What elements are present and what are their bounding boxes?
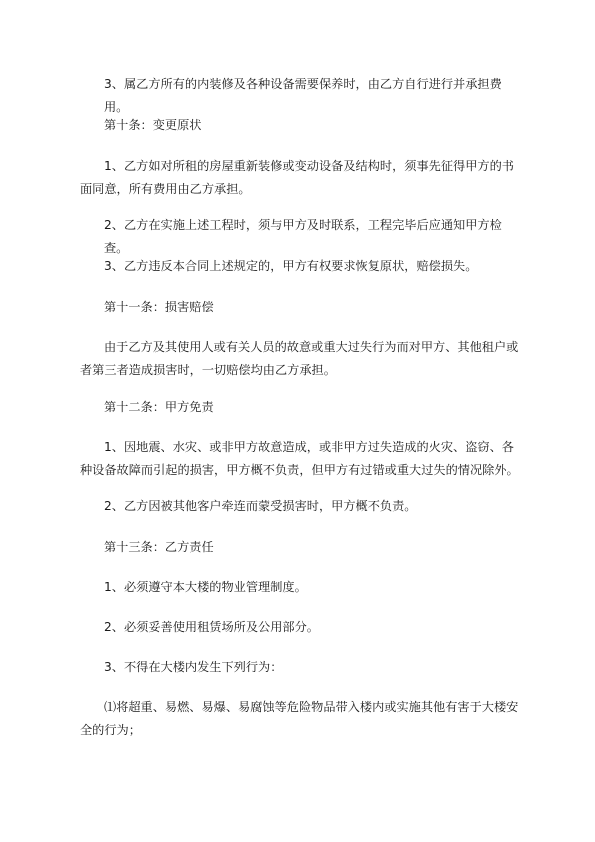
paragraph-clause11-body: 由于乙方及其使用人或有关人员的故意或重大过失行为而对甲方、其他租户或者第三者造成损害时，一切赔偿均由乙方承担。 [80, 340, 519, 377]
heading-clause13: 第十三条：乙方责任 [104, 540, 214, 554]
paragraph-clause12-item1: 1、因地震、水灾、或非甲方故意造成，或非甲方过失造成的火灾、盗窃、各种设备故障而引起的损害，甲方概不负责，但甲方有过错或重大过失的情况除外。 [80, 440, 519, 477]
heading-clause11: 第十一条：损害赔偿 [104, 300, 214, 314]
paragraph-clause13-item2: 2、必须妥善使用租赁场所及公用部分。 [104, 620, 319, 634]
paragraph-clause10-item2: 2、乙方在实施上述工程时，须与甲方及时联系，工程完毕后应通知甲方检查。 [104, 218, 502, 255]
paragraph-clause10-item3: 3、乙方违反本合同上述规定的，甲方有权要求恢复原状，赔偿损失。 [104, 259, 478, 273]
paragraph-clause10-item1: 1、乙方如对所租的房屋重新装修或变动设备及结构时，须事先征得甲方的书面同意，所有费用由乙方承担。 [80, 159, 514, 196]
paragraph-clause13-item1: 1、必须遵守本大楼的物业管理制度。 [104, 580, 307, 594]
heading-clause10: 第十条：变更原状 [104, 118, 202, 132]
paragraph-clause12-item2: 2、乙方因被其他客户牵连而蒙受损害时，甲方概不负责。 [104, 499, 417, 513]
paragraph-clause13-item3: 3、不得在大楼内发生下列行为： [104, 660, 283, 674]
heading-clause12: 第十二条：甲方免责 [104, 400, 214, 414]
paragraph-clause13-item3-sub1: ⑴将超重、易燃、易爆、易腐蚀等危险物品带入楼内或实施其他有害于大楼安全的行为； [80, 700, 519, 737]
paragraph-clause9-item3: 3、属乙方所有的内装修及各种设备需要保养时，由乙方自行进行并承担费用。 [104, 77, 502, 114]
